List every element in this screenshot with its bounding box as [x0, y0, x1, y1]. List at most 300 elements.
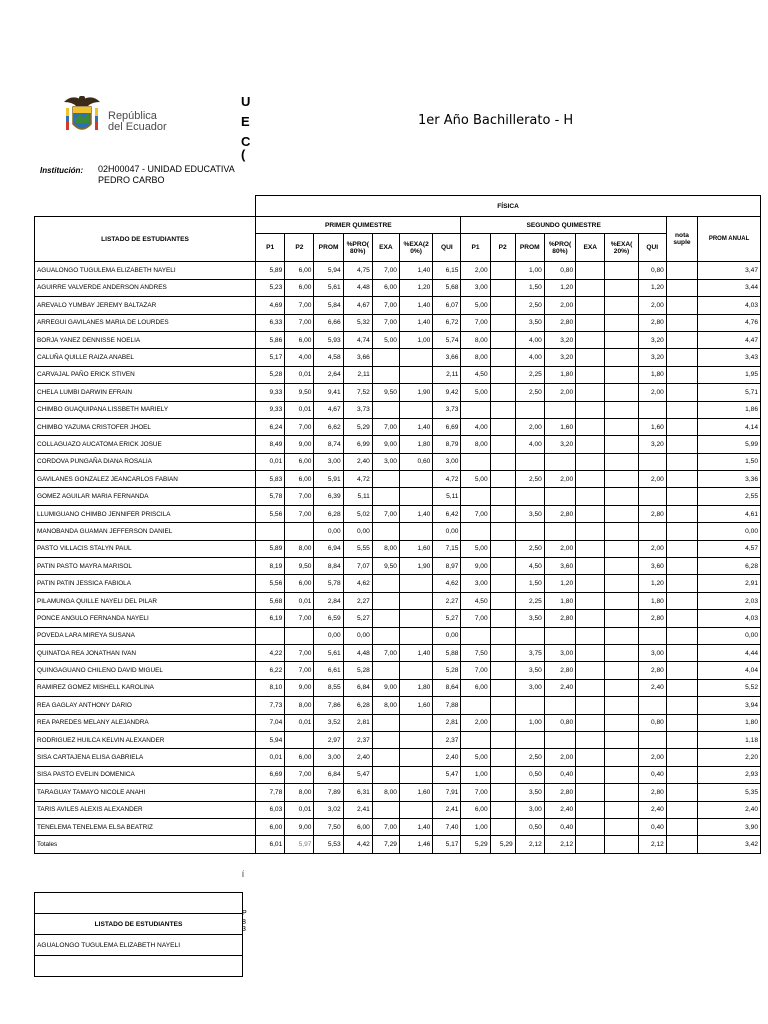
grade-cell — [605, 679, 638, 696]
grade-cell: 3,00 — [314, 749, 343, 766]
grade-cell — [461, 523, 490, 540]
grade-cell: 7,00 — [372, 262, 399, 279]
grade-cell: 2,40 — [698, 801, 761, 818]
grade-cell: 6,01 — [256, 836, 285, 853]
grade-cell: 3,00 — [461, 575, 490, 592]
grade-cell: 6,84 — [343, 679, 372, 696]
q2-header: SEGUNDO QUIMESTRE — [461, 217, 666, 234]
table-row — [35, 366, 761, 383]
grade-cell: 2,12 — [515, 836, 544, 853]
table-row — [35, 749, 761, 766]
grade-cell: 2,80 — [638, 784, 666, 801]
grade-cell: 7,73 — [256, 697, 285, 714]
grade-cell: 3,47 — [698, 262, 761, 279]
grade-cell: 4,48 — [343, 644, 372, 661]
grade-cell — [490, 540, 515, 557]
grade-cell: 1,80 — [399, 679, 432, 696]
grade-cell: 5,11 — [433, 488, 461, 505]
grade-cell — [666, 366, 697, 383]
grade-cell: 6,00 — [343, 818, 372, 835]
grade-cell: 4,76 — [698, 314, 761, 331]
grade-cell: 2,12 — [638, 836, 666, 853]
grade-cell — [605, 627, 638, 644]
grade-cell: 2,40 — [638, 801, 666, 818]
cut-letter: E — [241, 114, 250, 129]
grade-cell: 6,00 — [285, 331, 314, 348]
grade-cell — [605, 749, 638, 766]
grade-cell: 7,00 — [285, 314, 314, 331]
grade-cell — [666, 818, 697, 835]
grade-cell: 1,50 — [698, 453, 761, 470]
coat-of-arms-icon — [62, 92, 102, 138]
col-pexa-q2: %EXA( 20%) — [605, 234, 638, 262]
grade-cell: 2,40 — [343, 453, 372, 470]
grade-cell: 3,90 — [698, 818, 761, 835]
grade-cell: 5,86 — [256, 331, 285, 348]
grade-cell: 2,55 — [698, 488, 761, 505]
table-row — [35, 523, 761, 540]
grade-cell: 5,00 — [372, 331, 399, 348]
grade-cell — [638, 627, 666, 644]
grade-cell — [399, 592, 432, 609]
grade-cell: 6,66 — [314, 314, 343, 331]
grade-cell: 5,29 — [490, 836, 515, 853]
grade-cell — [605, 592, 638, 609]
col-qui-q2: QUI — [638, 234, 666, 262]
grade-cell — [638, 401, 666, 418]
grade-cell: 5,56 — [256, 505, 285, 522]
grade-cell: 0,00 — [698, 523, 761, 540]
grade-cell: 6,00 — [285, 262, 314, 279]
grade-cell: 1,60 — [638, 418, 666, 435]
grade-cell: 1,60 — [399, 540, 432, 557]
grade-cell — [490, 523, 515, 540]
grade-cell — [666, 488, 697, 505]
table-row — [35, 784, 761, 801]
grade-cell: 5,99 — [698, 436, 761, 453]
grade-cell: 5,55 — [343, 540, 372, 557]
grade-cell: 4,00 — [285, 349, 314, 366]
grade-cell: 3,20 — [544, 349, 575, 366]
grade-cell — [490, 749, 515, 766]
grade-cell: 2,27 — [433, 592, 461, 609]
grade-cell — [605, 818, 638, 835]
grade-cell — [399, 523, 432, 540]
grade-cell: 7,07 — [343, 558, 372, 575]
grade-cell: 2,80 — [544, 505, 575, 522]
grade-cell — [666, 297, 697, 314]
grade-cell: 6,69 — [256, 766, 285, 783]
grade-cell: 3,00 — [515, 679, 544, 696]
grade-cell: 0,40 — [544, 818, 575, 835]
grade-cell: 6,19 — [256, 610, 285, 627]
student-name: RODRIGUEZ HUILCA KELVIN ALEXANDER — [35, 731, 256, 748]
grade-cell: 5,29 — [343, 418, 372, 435]
grade-cell — [399, 366, 432, 383]
grade-cell — [576, 662, 605, 679]
grade-cell: 7,86 — [314, 697, 343, 714]
student-name: BORJA YANEZ DENNISSE NOELIA — [35, 331, 256, 348]
grade-cell: 8,97 — [433, 558, 461, 575]
grade-cell: 9,00 — [372, 679, 399, 696]
grade-cell — [515, 523, 544, 540]
grade-cell: 1,40 — [399, 644, 432, 661]
col-exa: EXA — [372, 234, 399, 262]
grade-cell — [399, 749, 432, 766]
grade-cell: 3,42 — [698, 836, 761, 853]
grade-cell: 8,00 — [461, 436, 490, 453]
grade-cell: 4,67 — [314, 401, 343, 418]
grade-cell: 0,01 — [285, 401, 314, 418]
institution-label: Institución: — [40, 166, 84, 175]
grade-cell — [605, 731, 638, 748]
grade-cell: 1,90 — [399, 384, 432, 401]
grade-cell — [666, 279, 697, 296]
table-row — [35, 662, 761, 679]
student-name: POVEDA LARA MIREYA SUSANA — [35, 627, 256, 644]
grade-cell — [490, 314, 515, 331]
grade-cell: 6,31 — [343, 784, 372, 801]
grade-cell: 5,88 — [433, 644, 461, 661]
student-name: CALUÑA QUILLE RAIZA ANABEL — [35, 349, 256, 366]
grade-cell: 9,41 — [314, 384, 343, 401]
grade-cell: 3,94 — [698, 697, 761, 714]
grade-cell: 1,40 — [399, 818, 432, 835]
grade-cell — [399, 627, 432, 644]
grade-cell: 5,27 — [343, 610, 372, 627]
grade-cell: 0,00 — [314, 627, 343, 644]
grade-cell — [515, 453, 544, 470]
grade-cell — [576, 627, 605, 644]
grade-cell: 0,00 — [433, 627, 461, 644]
grade-cell: 5,93 — [314, 331, 343, 348]
grade-cell — [399, 349, 432, 366]
grade-cell — [605, 384, 638, 401]
grade-cell: 9,50 — [372, 384, 399, 401]
student-name: CHIMBO YAZUMA CRISTOFER JHOEL — [35, 418, 256, 435]
grade-cell: 5,94 — [314, 262, 343, 279]
grade-cell — [372, 575, 399, 592]
grade-cell: 2,11 — [433, 366, 461, 383]
grade-cell — [372, 714, 399, 731]
grade-cell: 9,50 — [285, 558, 314, 575]
grade-cell: 5,00 — [461, 540, 490, 557]
grade-cell: 5,00 — [461, 471, 490, 488]
grade-cell: 7,00 — [285, 488, 314, 505]
grade-cell: 7,91 — [433, 784, 461, 801]
grade-cell — [256, 523, 285, 540]
grade-cell: 5,00 — [461, 384, 490, 401]
grade-cell: 2,20 — [698, 749, 761, 766]
grade-cell: 0,01 — [285, 366, 314, 383]
grade-cell — [666, 558, 697, 575]
grade-cell: 3,50 — [515, 784, 544, 801]
grade-cell — [372, 488, 399, 505]
grade-cell — [576, 471, 605, 488]
grade-cell — [605, 401, 638, 418]
table-row — [35, 436, 761, 453]
student-name: AGUIRRE VALVERDE ANDERSON ANDRES — [35, 279, 256, 296]
grade-cell: 6,69 — [433, 418, 461, 435]
grade-cell: 7,89 — [314, 784, 343, 801]
grade-cell: 9,50 — [372, 558, 399, 575]
student-name: COLLAGUAZO AUCATOMA ERICK JOSUE — [35, 436, 256, 453]
grade-cell: 5,89 — [256, 540, 285, 557]
grade-cell: 3,00 — [515, 801, 544, 818]
grade-cell: 5,28 — [433, 662, 461, 679]
grade-cell: 2,80 — [638, 662, 666, 679]
grade-cell: 1,40 — [399, 314, 432, 331]
grade-cell: 1,80 — [544, 366, 575, 383]
student-name: PASTO VILLACIS STALYN PAUL — [35, 540, 256, 557]
grade-cell: 2,80 — [544, 610, 575, 627]
table-row — [35, 349, 761, 366]
grade-cell — [666, 801, 697, 818]
student-name: QUINGAGUANO CHILENO DAVID MIGUEL — [35, 662, 256, 679]
grade-cell — [666, 453, 697, 470]
grade-cell: 2,40 — [433, 749, 461, 766]
grade-cell — [490, 731, 515, 748]
grade-cell: 7,00 — [461, 314, 490, 331]
grade-cell: 3,02 — [314, 801, 343, 818]
grade-cell: 7,00 — [285, 644, 314, 661]
grade-cell: 7,00 — [285, 418, 314, 435]
grade-cell — [605, 418, 638, 435]
grade-cell — [666, 331, 697, 348]
grade-cell — [576, 836, 605, 853]
grade-cell: 2,00 — [638, 540, 666, 557]
grade-cell — [490, 714, 515, 731]
grade-cell — [666, 836, 697, 853]
col-pprom-q2: %PRO( 80%) — [544, 234, 575, 262]
grade-cell: 9,33 — [256, 384, 285, 401]
grade-cell — [490, 818, 515, 835]
grade-cell — [576, 418, 605, 435]
grade-cell: 3,20 — [638, 349, 666, 366]
frag-mark: Í — [242, 872, 244, 879]
grade-cell — [399, 714, 432, 731]
grade-cell — [490, 349, 515, 366]
student-name: CHELA LUMBI DARWIN EFRAIN — [35, 384, 256, 401]
grade-cell — [576, 558, 605, 575]
grade-cell — [461, 731, 490, 748]
grade-cell — [490, 505, 515, 522]
grade-cell — [576, 818, 605, 835]
grade-cell: 3,52 — [314, 714, 343, 731]
grade-cell: 7,00 — [461, 610, 490, 627]
grade-cell: 6,00 — [285, 575, 314, 592]
grade-cell — [605, 540, 638, 557]
grade-cell — [461, 627, 490, 644]
grade-cell: 9,00 — [285, 436, 314, 453]
grade-cell: 4,47 — [698, 331, 761, 348]
grade-cell — [544, 731, 575, 748]
grade-cell — [666, 471, 697, 488]
grade-cell: 7,29 — [372, 836, 399, 853]
grade-cell: 3,73 — [433, 401, 461, 418]
grade-cell — [372, 592, 399, 609]
grade-cell: 2,00 — [638, 471, 666, 488]
grade-cell: 2,97 — [314, 731, 343, 748]
grade-cell — [605, 575, 638, 592]
grade-cell — [605, 471, 638, 488]
logo-text-line2: del Ecuador — [108, 121, 167, 133]
grade-cell: 1,80 — [698, 714, 761, 731]
grade-cell: 4,48 — [343, 279, 372, 296]
grade-cell: 6,00 — [461, 679, 490, 696]
grade-cell: 4,62 — [343, 575, 372, 592]
grade-cell: 2,00 — [638, 749, 666, 766]
grade-cell — [490, 262, 515, 279]
grade-cell: 4,50 — [461, 592, 490, 609]
grade-cell: 2,93 — [698, 766, 761, 783]
grade-cell — [605, 349, 638, 366]
col-p2-q2: P2 — [490, 234, 515, 262]
table-row — [35, 610, 761, 627]
table-row — [35, 627, 761, 644]
grade-cell: 4,72 — [343, 471, 372, 488]
grade-cell — [605, 610, 638, 627]
grade-cell — [285, 731, 314, 748]
grade-cell — [461, 697, 490, 714]
grade-cell — [461, 488, 490, 505]
grade-cell: 3,66 — [343, 349, 372, 366]
grade-cell — [372, 801, 399, 818]
grade-cell: 2,25 — [515, 592, 544, 609]
grade-cell: 1,80 — [399, 436, 432, 453]
grade-cell — [605, 836, 638, 853]
grade-cell — [605, 644, 638, 661]
grade-cell: 8,00 — [372, 697, 399, 714]
grade-cell: 4,03 — [698, 297, 761, 314]
grade-cell: 7,15 — [433, 540, 461, 557]
grade-cell: 2,50 — [515, 471, 544, 488]
grade-cell: 2,00 — [461, 262, 490, 279]
grade-cell — [605, 262, 638, 279]
grade-cell: 1,00 — [515, 714, 544, 731]
grade-cell — [490, 784, 515, 801]
grade-cell — [372, 349, 399, 366]
grade-cell: 0,01 — [256, 749, 285, 766]
grade-cell: 0,80 — [544, 714, 575, 731]
subject-header: FÍSICA — [256, 196, 761, 217]
grade-cell — [544, 627, 575, 644]
grade-cell: 2,03 — [698, 592, 761, 609]
grade-cell: 3,36 — [698, 471, 761, 488]
grade-cell: 5,61 — [314, 279, 343, 296]
grade-cell — [576, 436, 605, 453]
grade-cell — [490, 384, 515, 401]
grade-cell — [605, 662, 638, 679]
grade-cell — [576, 766, 605, 783]
grade-cell: 1,80 — [638, 592, 666, 609]
grade-cell — [515, 401, 544, 418]
grade-cell — [372, 366, 399, 383]
col-prom: PROM — [314, 234, 343, 262]
grade-cell — [461, 453, 490, 470]
grade-cell — [372, 471, 399, 488]
grade-cell — [515, 627, 544, 644]
table-row — [35, 697, 761, 714]
grade-cell: 7,00 — [372, 314, 399, 331]
q1-header: PRIMER QUIMESTRE — [256, 217, 461, 234]
grade-cell: 5,00 — [461, 297, 490, 314]
grade-cell — [576, 731, 605, 748]
grade-cell: 8,49 — [256, 436, 285, 453]
student-name: PATIN PATIN JESSICA FABIOLA — [35, 575, 256, 592]
grade-cell: 4,22 — [256, 644, 285, 661]
grade-cell: 9,33 — [256, 401, 285, 418]
grade-cell — [576, 749, 605, 766]
grade-cell: 5,61 — [314, 644, 343, 661]
grade-cell — [544, 453, 575, 470]
student-name: AREVALO YUMBAY JEREMY BALTAZAR — [35, 297, 256, 314]
grade-cell: 3,00 — [544, 644, 575, 661]
grade-cell: 7,00 — [285, 766, 314, 783]
table-row — [35, 592, 761, 609]
grade-cell — [666, 384, 697, 401]
grade-cell — [666, 644, 697, 661]
grade-cell: 4,00 — [515, 436, 544, 453]
col-prom-q2: PROM — [515, 234, 544, 262]
grade-cell — [666, 575, 697, 592]
student-name: LLUMIGUANO CHIMBO JENNIFER PRISCILA — [35, 505, 256, 522]
grade-cell: 6,59 — [314, 610, 343, 627]
grade-cell — [372, 731, 399, 748]
grade-cell: 6,00 — [285, 471, 314, 488]
grade-cell: 1,46 — [399, 836, 432, 853]
grade-cell: 2,00 — [461, 714, 490, 731]
grade-cell: 3,20 — [544, 331, 575, 348]
grade-cell — [399, 662, 432, 679]
grade-cell: 6,03 — [256, 801, 285, 818]
grade-cell: 1,20 — [638, 279, 666, 296]
table-row — [35, 279, 761, 296]
grade-cell: 4,57 — [698, 540, 761, 557]
grade-cell: 3,00 — [314, 453, 343, 470]
table-row — [35, 644, 761, 661]
grade-cell: 5,17 — [433, 836, 461, 853]
frag-mark: P — [242, 910, 247, 917]
grade-cell: 2,11 — [343, 366, 372, 383]
grade-cell: 0,00 — [698, 627, 761, 644]
grade-cell — [490, 662, 515, 679]
grade-cell — [605, 453, 638, 470]
grade-cell — [666, 627, 697, 644]
grade-cell — [399, 401, 432, 418]
grade-cell: 4,61 — [698, 505, 761, 522]
grade-cell: 5,11 — [343, 488, 372, 505]
grade-cell — [490, 644, 515, 661]
grade-cell: 4,42 — [343, 836, 372, 853]
grade-cell: 2,80 — [544, 314, 575, 331]
grade-cell — [576, 575, 605, 592]
grade-cell — [490, 366, 515, 383]
grade-cell — [490, 279, 515, 296]
grade-cell — [576, 331, 605, 348]
grade-cell — [605, 297, 638, 314]
grade-cell: 2,00 — [515, 418, 544, 435]
grade-cell — [490, 331, 515, 348]
grade-cell: 8,00 — [372, 540, 399, 557]
grade-cell — [490, 471, 515, 488]
grade-cell: 2,00 — [544, 471, 575, 488]
grade-cell — [666, 523, 697, 540]
grade-cell: 4,14 — [698, 418, 761, 435]
grade-cell: 9,00 — [461, 558, 490, 575]
grade-cell: 2,50 — [515, 540, 544, 557]
grade-cell — [666, 418, 697, 435]
